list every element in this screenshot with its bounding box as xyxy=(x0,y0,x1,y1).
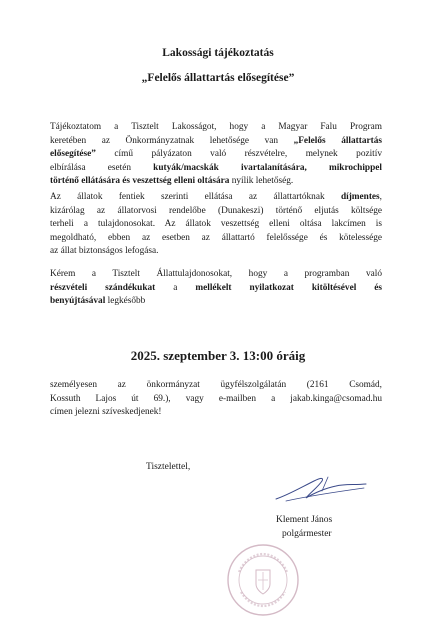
text-line xyxy=(50,121,382,135)
text-run: Tájékoztatom a Tisztelt Lakosságot, hogy a Magyar Falu Program xyxy=(50,122,382,132)
handwritten-signature xyxy=(270,471,370,505)
text-run: Kérem a Tisztelt Állattulajdonosokat, hogy a programban való xyxy=(50,269,382,279)
text-run: terheli a tulajdonosokat. Az állatok veszettség elleni oltása lakcímen is xyxy=(50,219,382,230)
text-run: keretében az Önkormányzatnak lehetősége van xyxy=(50,135,294,146)
services-bold: történő ellátására és veszettség elleni oltására xyxy=(50,176,230,187)
text-line xyxy=(50,393,382,407)
text-run: a xyxy=(155,282,196,293)
text-run: , xyxy=(379,192,382,202)
program-name-bold: elősegítése” xyxy=(50,149,96,160)
text-line xyxy=(50,268,382,282)
text-run: személyesen az önkormányzat ügyfélszolgálatán (2161 Csomád, xyxy=(50,380,382,390)
declaration-bold: mellékelt nyilatkozat kitöltésével és xyxy=(195,282,383,293)
text-line xyxy=(50,135,382,149)
text-line xyxy=(50,232,382,246)
text-line xyxy=(50,191,382,205)
submission-bold: benyújtásával xyxy=(50,296,106,307)
text-run: Kossuth Lajos út 69.), vagy e-mailben a jakab.kinga@csomad.hu xyxy=(50,393,382,404)
document-subtitle: „Felelős állattartás elősegítése” xyxy=(141,72,295,84)
intro-paragraph xyxy=(50,121,382,189)
document-title: Lakossági tájékoztatás xyxy=(162,47,274,59)
text-run: megoldható, ebben az esetben az állattartó felelőssége és kötelessége xyxy=(50,232,382,243)
text-line xyxy=(50,295,382,309)
text-line xyxy=(50,162,382,176)
cost-paragraph xyxy=(50,191,382,259)
program-name-bold: „Felelős állattartás xyxy=(293,135,382,146)
text-run: az állat biztonságos lefogása. xyxy=(50,246,159,257)
services-bold: kutyák/macskák ivartalanítására, mikrochippel xyxy=(153,162,382,173)
closing-greeting: Tisztelettel, xyxy=(146,462,191,472)
text-line xyxy=(50,379,382,393)
deadline-heading: 2025. szeptember 3. 13:00 óráig xyxy=(130,348,306,363)
contact-paragraph xyxy=(50,379,382,420)
intent-bold: részvételi szándékukat xyxy=(50,282,156,293)
request-paragraph xyxy=(50,268,382,309)
text-line xyxy=(50,218,382,232)
text-line xyxy=(50,205,382,219)
signer-name: Klement János xyxy=(276,515,333,525)
text-line xyxy=(50,245,382,259)
text-run: kizárólag az állatorvosi rendelőbe (Dunakeszi) történő eljutás költsége xyxy=(50,205,382,216)
text-line xyxy=(50,175,382,189)
text-run: nyílik lehetőség. xyxy=(229,176,294,187)
text-line xyxy=(50,282,382,296)
free-of-charge-bold: díjmentes xyxy=(340,192,380,202)
text-run: Az állatok fentiek szerinti ellátása az állattartóknak xyxy=(50,192,341,202)
text-run: legkésőbb xyxy=(105,296,146,307)
text-run: címen jelezni szíveskedjenek! xyxy=(50,407,162,418)
text-run: című pályázaton való részvételre, melynek pozitív xyxy=(95,149,382,160)
text-run: elbírálása esetén xyxy=(50,162,154,173)
signer-title: polgármester xyxy=(282,529,332,539)
official-seal-stamp xyxy=(225,542,301,618)
text-line xyxy=(50,406,382,420)
text-line xyxy=(50,148,382,162)
